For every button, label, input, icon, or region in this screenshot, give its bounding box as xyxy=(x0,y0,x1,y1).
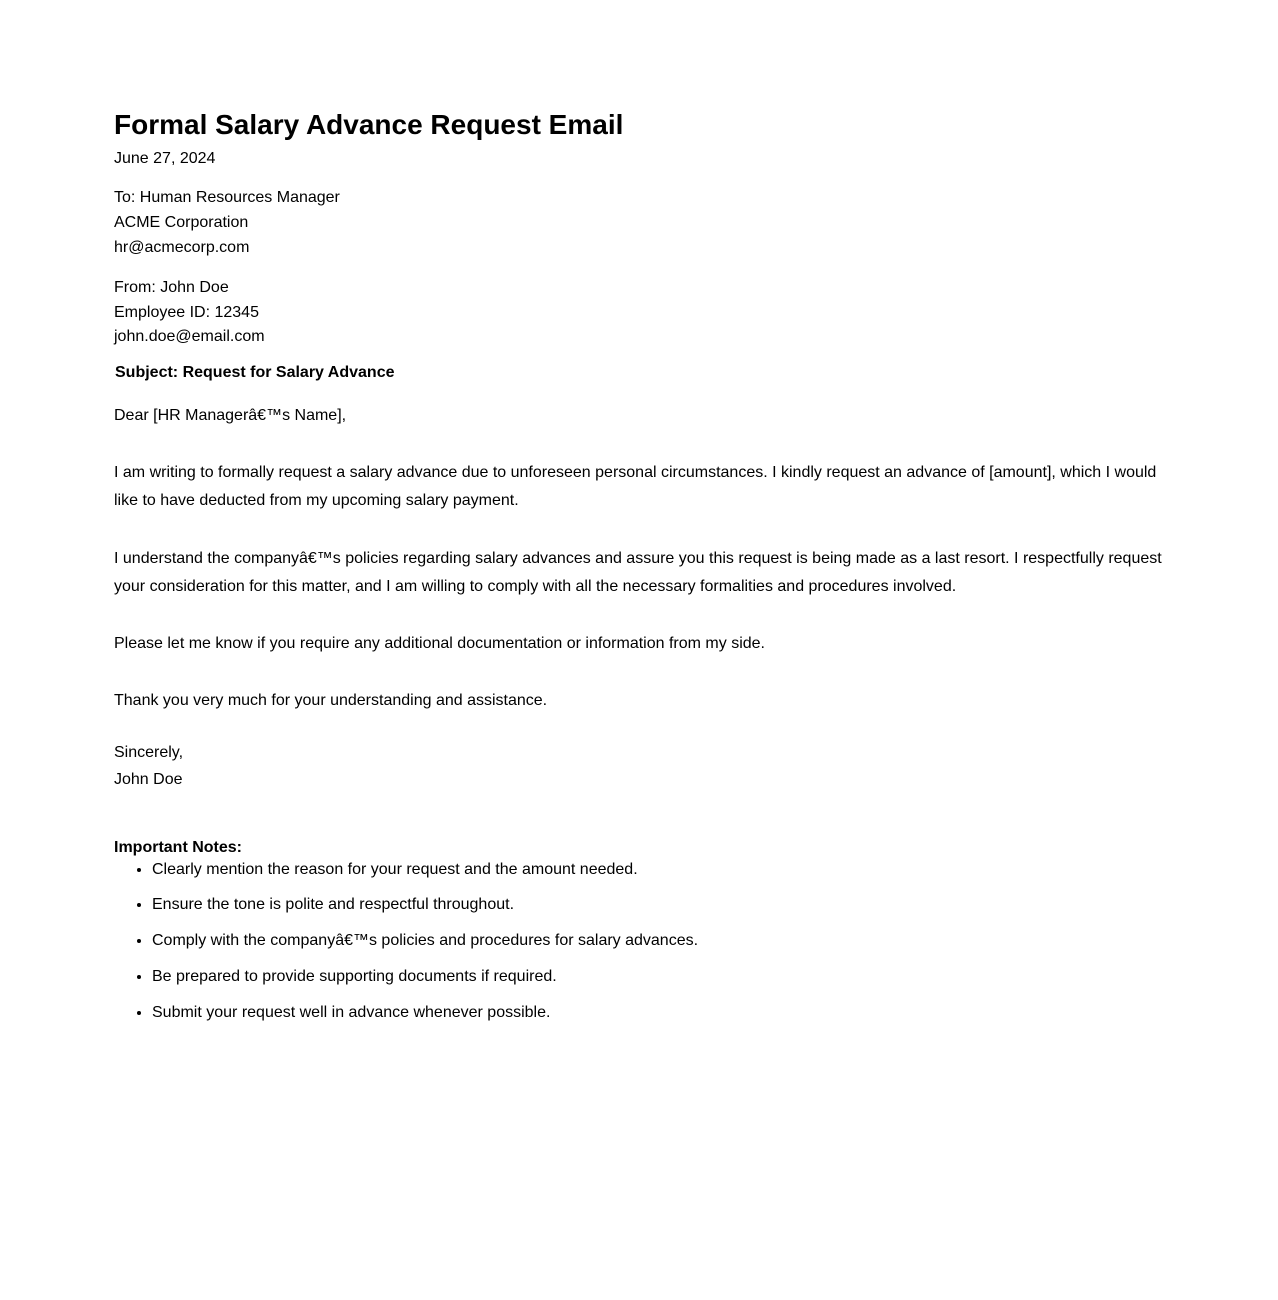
sender-from-line: From: John Doe xyxy=(114,279,229,296)
list-item: • Ensure the tone is polite and respectful throughout. xyxy=(152,895,1178,915)
list-item: • Clearly mention the reason for your request and the amount needed. xyxy=(152,860,1178,880)
email-subject: Subject: Request for Salary Advance xyxy=(115,363,395,381)
body-paragraph: I am writing to formally request a salary advance due to unforeseen personal circumstances. I kindly request an advance of [amount], which I would like to have deducted from my upcoming salary payment. xyxy=(114,463,1157,509)
list-item: • Be prepared to provide supporting documents if required. xyxy=(152,967,1178,987)
closing-signature-name: John Doe xyxy=(114,770,183,788)
sender-email: john.doe@email.com xyxy=(114,328,265,345)
body-paragraph: Thank you very much for your understanding and assistance. xyxy=(114,692,548,709)
list-item: • Comply with the companyâ€™s policies and procedures for salary advances. xyxy=(152,931,1178,951)
body-paragraph: Please let me know if you require any additional documentation or information from my side. xyxy=(114,634,765,652)
body-paragraph: I understand the companyâ€™s policies regarding salary advances and assure you this request is being made as a last resort. I respectfully request your consideration for this matter, and I am willing to comply with all the necessary formalities and procedures involved. xyxy=(114,549,1162,595)
notes-list xyxy=(114,860,1178,1023)
recipient-to-line: To: Human Resources Manager xyxy=(114,189,340,206)
email-greeting: Dear [HR Managerâ€™s Name], xyxy=(114,406,347,424)
closing-valediction: Sincerely, xyxy=(114,743,184,761)
closing-block xyxy=(114,739,1178,793)
sender-employee-id: Employee ID: 12345 xyxy=(114,303,259,321)
recipient-email: hr@acmecorp.com xyxy=(114,239,250,256)
list-item: • Submit your request well in advance whenever possible. xyxy=(152,1003,1178,1023)
recipient-block xyxy=(114,185,1178,260)
document-title: Formal Salary Advance Request Email xyxy=(114,109,624,140)
recipient-company: ACME Corporation xyxy=(114,214,249,231)
document-date: June 27, 2024 xyxy=(114,150,216,167)
notes-title: Important Notes: xyxy=(114,838,242,856)
sender-block xyxy=(114,276,1178,350)
